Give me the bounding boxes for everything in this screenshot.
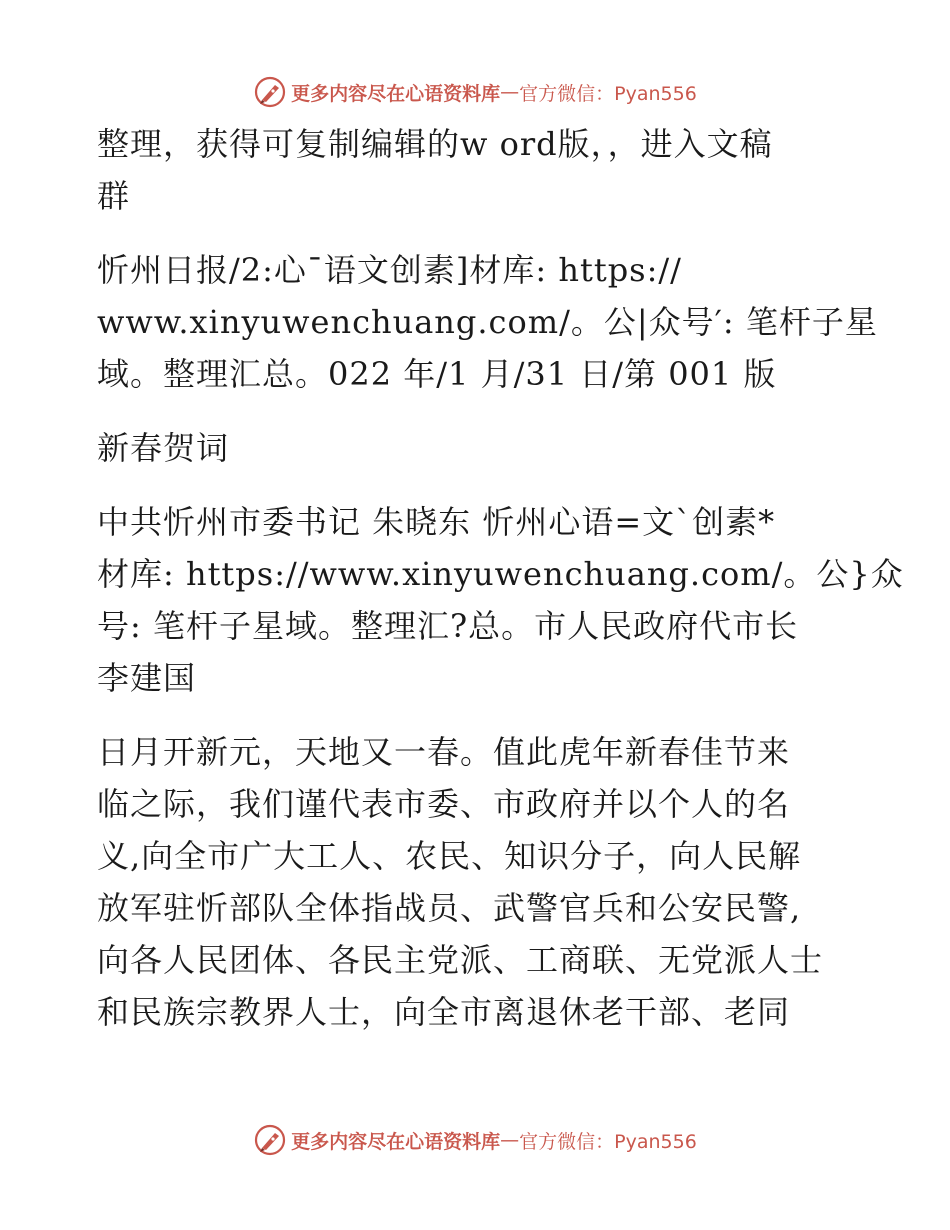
text-line: 域。整理汇总。022 年/1 月/31 日/第 001 版 xyxy=(97,355,777,393)
text-line: 号: 笔杆子星域。整理汇?总。市人民政府代市长 xyxy=(97,607,799,645)
document-title: 新春贺词 xyxy=(97,429,230,467)
text-line: 李建国 xyxy=(97,659,197,697)
watermark-wechat-text: 官方微信：Pyan556 xyxy=(519,82,697,105)
text-line: 日月开新元，天地又一春。值此虎年新春佳节来 xyxy=(97,733,791,771)
text-line: 放军驻忻部队全体指战员、武警官兵和公安民警, xyxy=(97,889,802,927)
text-line: 和民族宗教界人士，向全市离退休老干部、老同 xyxy=(97,993,791,1031)
text-line: 中共忻州市委书记 朱晓东 忻州心语=文`创素* xyxy=(97,503,776,541)
text-line: 向各人民团体、各民主党派、工商联、无党派人士 xyxy=(97,941,824,979)
paragraph-intro xyxy=(97,118,857,222)
text-line: 整理，获得可复制编辑的w ord版，，进入文稿 xyxy=(97,125,773,163)
watermark-separator: — xyxy=(500,1129,520,1151)
pen-nib-logo-icon xyxy=(253,75,287,109)
watermark-site-text: 更多内容尽在心语资料库 xyxy=(291,1130,501,1153)
text-line: 义,向全市广大工人、农民、知识分子，向人民解 xyxy=(97,837,802,875)
bottom-watermark-banner xyxy=(0,1120,950,1160)
text-line: 忻州日报/2:心¯语文创素]材库: https:// xyxy=(97,251,682,289)
top-watermark-banner xyxy=(0,72,950,112)
text-line: www.xinyuwenchuang.com/。公|众号′: 笔杆子星 xyxy=(97,303,878,341)
paragraph-source xyxy=(97,244,878,400)
paragraph-title xyxy=(97,422,857,474)
watermark-separator: — xyxy=(500,81,520,103)
watermark-site-text: 更多内容尽在心语资料库 xyxy=(291,82,501,105)
pen-nib-logo-icon xyxy=(253,1123,287,1157)
text-line: 群 xyxy=(97,177,131,215)
text-line: 临之际，我们谨代表市委、市政府并以个人的名 xyxy=(97,785,791,823)
text-line: 材库: https://www.xinyuwenchuang.com/。公}众 xyxy=(97,555,904,593)
watermark-wechat-text: 官方微信：Pyan556 xyxy=(519,1130,697,1153)
document-body xyxy=(97,118,904,1060)
paragraph-authors xyxy=(97,496,904,704)
paragraph-body xyxy=(97,726,857,1038)
